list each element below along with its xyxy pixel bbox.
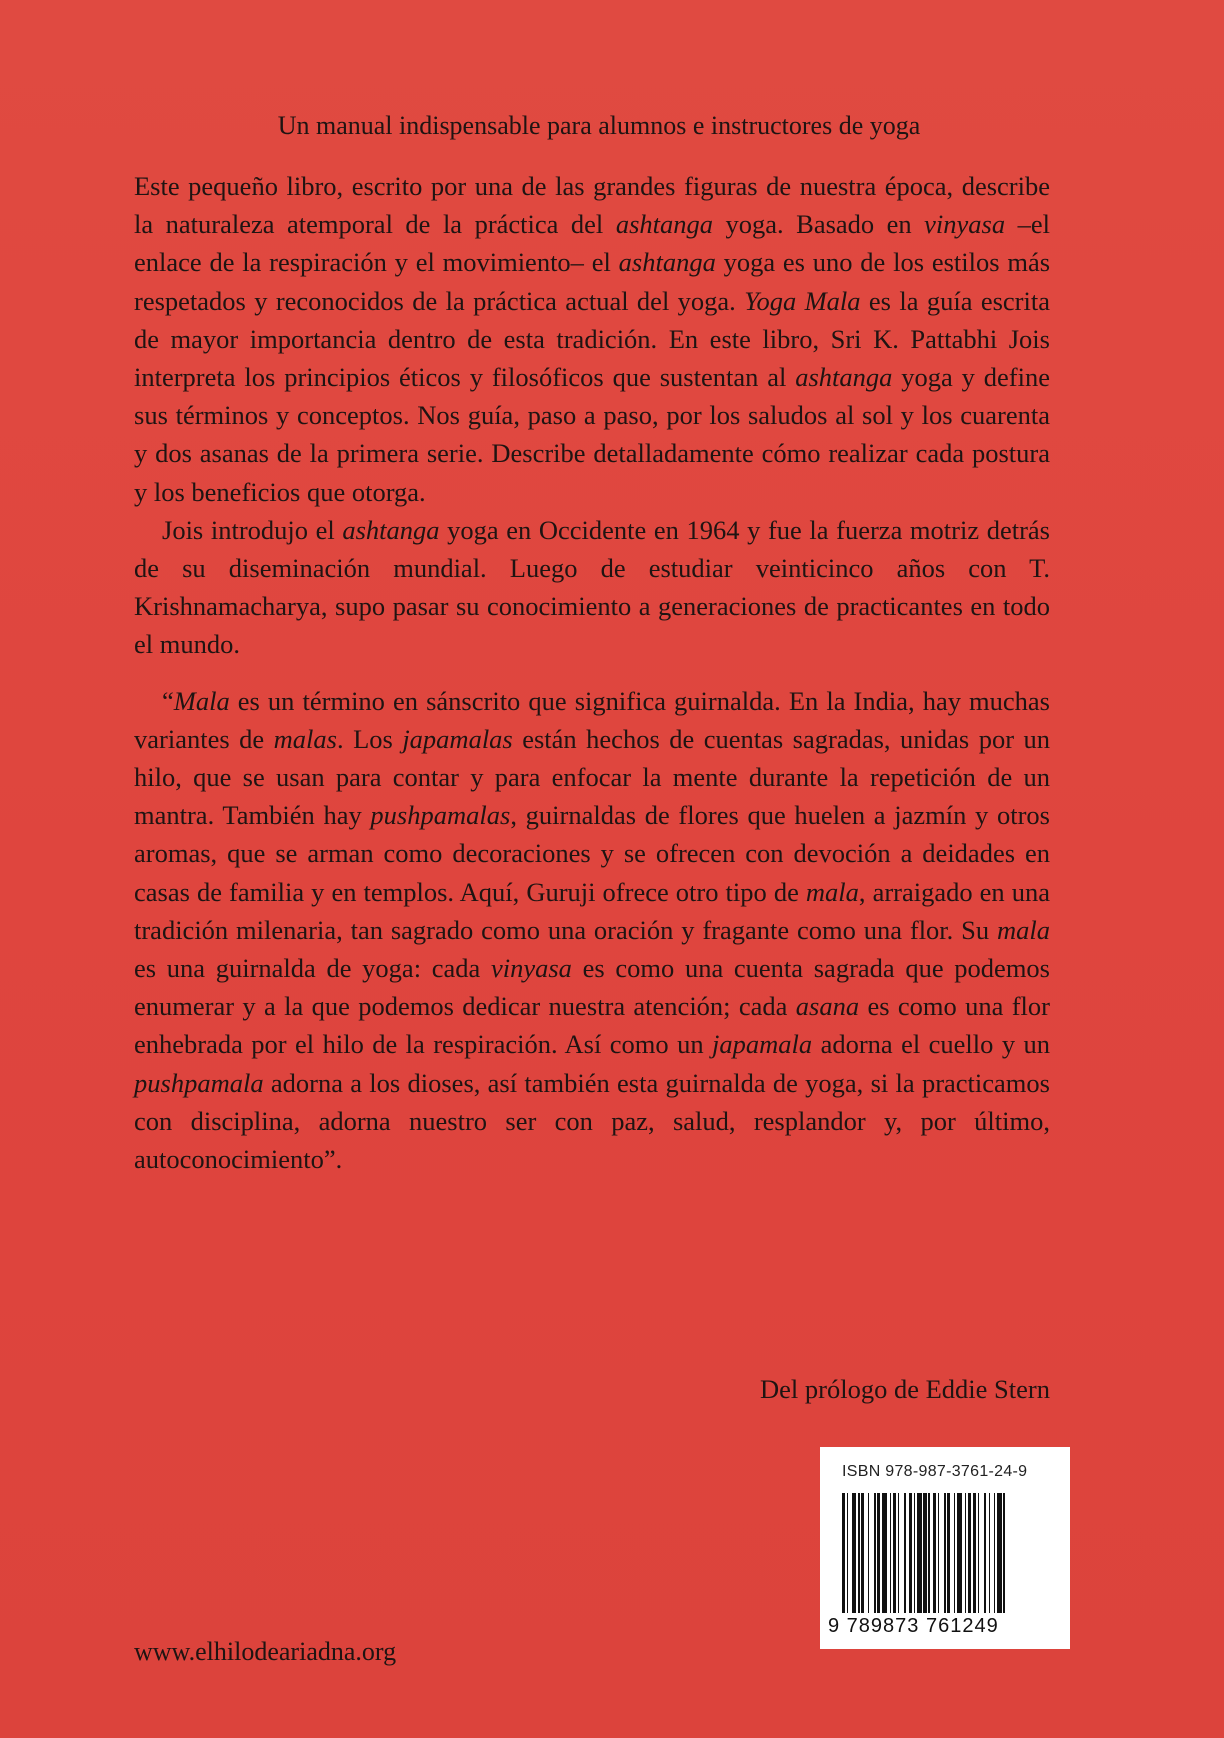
barcode-icon [842,1493,1052,1613]
isbn-barcode-box [820,1447,1070,1649]
blurb-paragraph-1: Este pequeño libro, escrito por una de las grandes figuras de nuestra época, describe la naturaleza atemporal de la práctica del ashtanga yoga. Basado en vinyasa –el enlace de la respiración y el movimiento– el ashtanga yoga es uno de los estilos más respetados y reconocidos de la práctica actual del yoga. Yoga Mala es la guía escrita de mayor importancia dentro de esta tradición. En este libro, Sri K. Pattabhi Jois interpreta los principios éticos y filosóficos que sustentan al ashtanga yoga y define sus términos y conceptos. Nos guía, paso a paso, por los saludos al sol y los cuarenta y dos asanas de la primera serie. Describe detalladamente cómo realizar cada postura y los beneficios que otorga. [134,171,1051,507]
blurb-paragraph-2: Jois introdujo el ashtanga yoga en Occidente en 1964 y fue la fuerza motriz detrás de su diseminación mundial. Luego de estudiar veinticinco años con T. Krishnamacharya, supo pasar su conocimiento a generaciones de practicantes en todo el mundo. [134,514,1050,660]
publisher-website: www.elhilodeariadna.org [134,1637,397,1666]
isbn-label: ISBN 978-987-3761-24-9 [842,1463,1028,1480]
foreword-quote: “Mala es un término en sánscrito que significa guirnalda. En la India, hay muchas variantes de malas. Los japamalas están hechos de cuentas sagradas, unidas por un hilo, que se usan para contar y para enfocar la mente durante la repetición de un mantra. También hay pushpamalas, guirnaldas de flores que huelen a jazmín y otros aromas, que se arman como decoraciones y se ofrecen con devoción a deidades en casas de familia y en templos. Aquí, Guruji ofrece otro tipo de mala, arraigado en una tradición milenaria, tan sagrado como una oración y fragante como una flor. Su mala es una guirnalda de yoga: cada vinyasa es como una cuenta sagrada que podemos enumerar y a la que podemos dedicar nuestra atención; cada asana es como una flor enhebrada por el hilo de la respiración. Así como un japamala adorna el cuello y un pushpamala adorna a los dioses, así también esta guirnalda de yoga, si la practicamos con disciplina, adorna nuestro ser con paz, salud, resplandor y, por último, autoconocimiento”. [134,685,1051,1175]
barcode-digits: 9 789873 761249 [828,1615,999,1637]
quote-attribution: Del prólogo de Eddie Stern [760,1374,1050,1404]
tagline: Un manual indispensable para alumnos e instructores de yoga [277,111,921,140]
blurb [134,167,1050,1178]
